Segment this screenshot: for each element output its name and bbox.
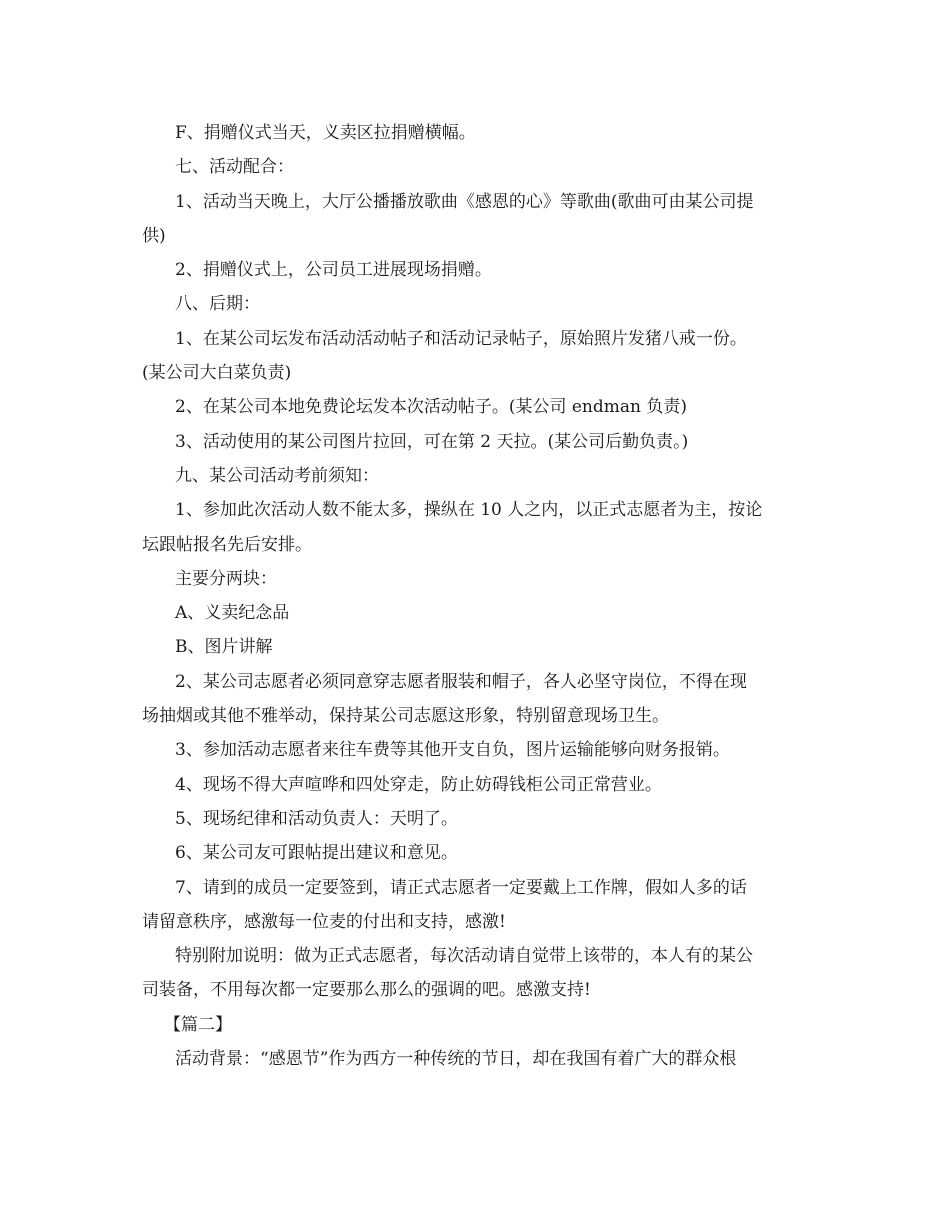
text-line: A、义卖纪念品 — [175, 603, 290, 624]
section-heading: 八、后期： — [175, 294, 260, 315]
text-line: 场抽烟或其他不雅举动，保持某公司志愿这形象，特别留意现场卫生。 — [142, 706, 669, 727]
text-line: 司装备，不用每次都一定要那么那么的强调的吧。感激支持! — [142, 980, 591, 1001]
text-line: 1、参加此次活动人数不能太多，操纵在 10 人之内，以正式志愿者为主，按论 — [175, 500, 763, 521]
text-line: 5、现场纪律和活动负责人：天明了。 — [175, 808, 458, 829]
text-line: 2、捐赠仪式上，公司员工进展现场捐赠。 — [175, 260, 492, 281]
section-heading: 七、活动配合： — [175, 157, 294, 178]
text-line: 供) — [142, 225, 166, 246]
text-line: 请留意秩序，感激每一位麦的付出和支持，感激! — [142, 911, 506, 932]
part-heading: 【篇二】 — [164, 1014, 232, 1035]
text-line: 3、活动使用的某公司图片拉回，可在第 2 天拉。(某公司后勤负责。) — [175, 431, 689, 452]
text-line: 4、现场不得大声喧哗和四处穿走，防止妨碍钱柜公司正常营业。 — [175, 774, 662, 795]
text-line: 坛跟帖报名先后安排。 — [142, 534, 312, 555]
text-line: 活动背景：“感恩节”作为西方一种传统的节日，却在我国有着广大的群众根 — [175, 1049, 737, 1070]
text-line: (某公司大白菜负责) — [142, 363, 292, 384]
text-line: 1、在某公司坛发布活动活动帖子和活动记录帖子，原始照片发猪八戒一份。 — [175, 328, 747, 349]
document-body — [142, 116, 812, 1076]
text-line: 1、活动当天晚上，大厅公播播放歌曲《感恩的心》等歌曲(歌曲可由某公司提 — [175, 191, 754, 212]
text-line: 3、参加活动志愿者来往车费等其他开支自负，图片运输能够向财务报销。 — [175, 740, 730, 761]
text-line: 特别附加说明：做为正式志愿者，每次活动请自觉带上该带的，本人有的某公 — [175, 946, 753, 967]
text-line: 2、某公司志愿者必须同意穿志愿者服装和帽子，各人必坚守岗位，不得在现 — [175, 671, 747, 692]
text-line: 6、某公司友可跟帖提出建议和意见。 — [175, 843, 458, 864]
text-line: 7、请到的成员一定要签到，请正式志愿者一定要戴上工作牌，假如人多的话 — [175, 877, 747, 898]
text-line: F、捐赠仪式当天，义卖区拉捐赠横幅。 — [175, 123, 476, 143]
text-line: 2、在某公司本地免费论坛发本次活动帖子。(某公司 endman 负责) — [175, 397, 687, 418]
text-line: B、图片讲解 — [175, 637, 273, 658]
text-line: 主要分两块： — [175, 568, 277, 589]
section-heading: 九、某公司活动考前须知： — [175, 465, 379, 486]
